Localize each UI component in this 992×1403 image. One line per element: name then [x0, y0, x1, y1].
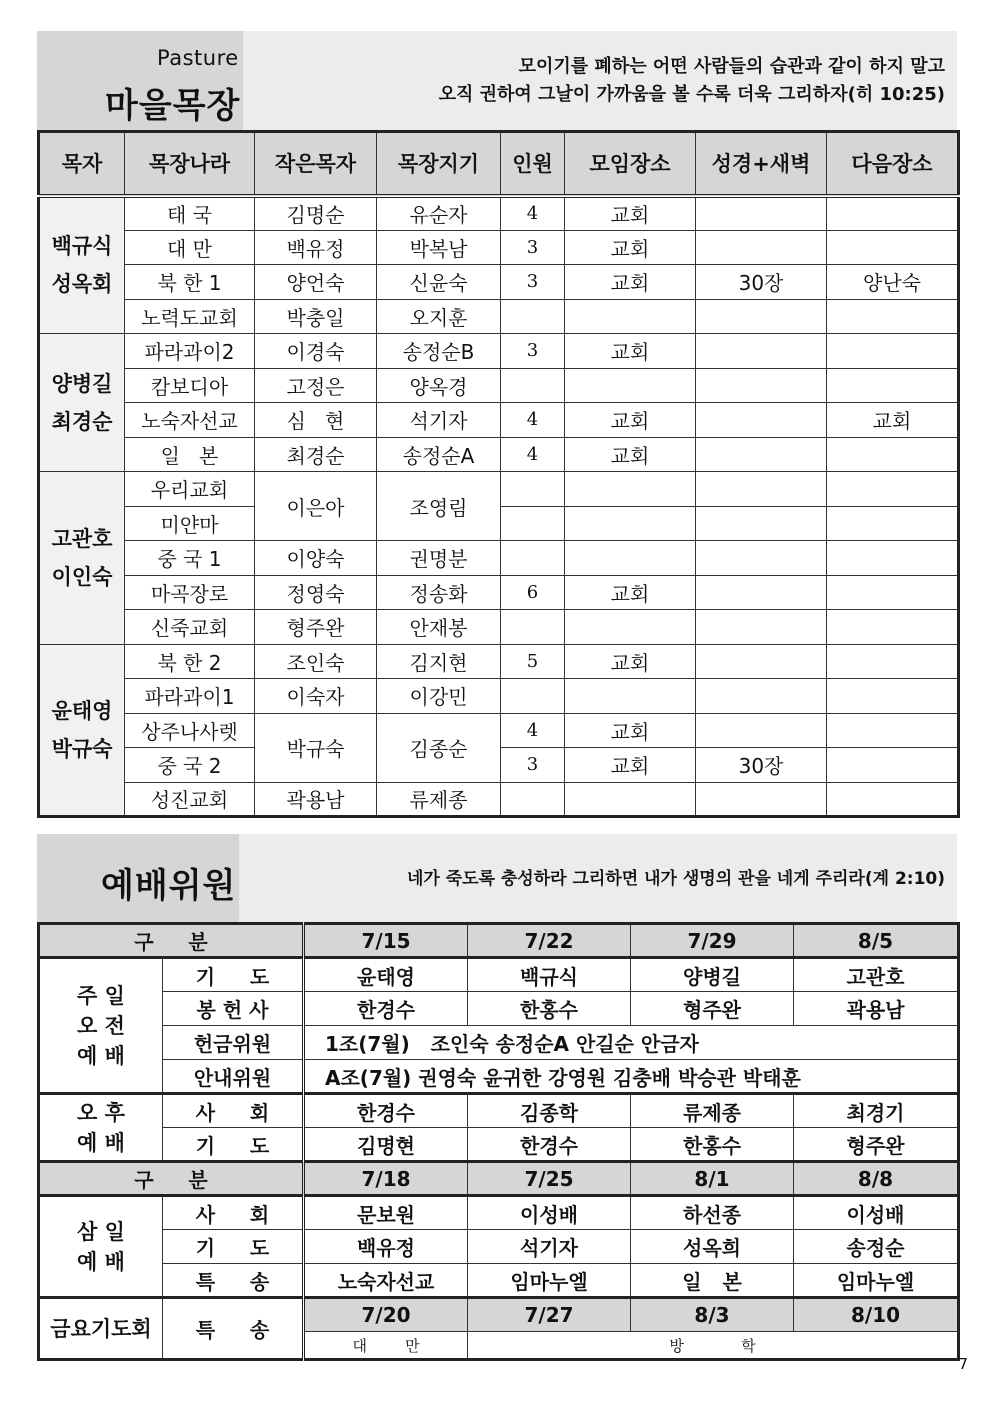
small-shepherd-cell: 곽용남	[255, 782, 377, 817]
table-row	[39, 1196, 959, 1230]
small-shepherd-cell: 이숙자	[255, 679, 377, 714]
keeper-cell: 송정순B	[377, 334, 501, 369]
pasture-verse-line1: 모이기를 폐하는 어떤 사람들의 습관과 같이 하지 말고	[518, 56, 945, 77]
bible-cell	[696, 299, 827, 334]
next-place-cell	[827, 748, 959, 783]
place-cell: 교회	[565, 748, 696, 783]
nation-cell: 노숙자선교	[125, 403, 255, 438]
keeper-cell: 정송화	[377, 575, 501, 610]
row-label: 봉 헌 사	[163, 992, 304, 1026]
pasture-table	[37, 130, 960, 818]
small-shepherd-cell: 최경순	[255, 437, 377, 472]
header-cell: 모임장소	[565, 132, 696, 196]
small-shepherd-cell: 이경숙	[255, 334, 377, 369]
keeper-cell: 유순자	[377, 196, 501, 231]
name-cell: 임마누엘	[468, 1264, 631, 1298]
next-place-cell	[827, 368, 959, 403]
table-row	[39, 472, 959, 507]
header-cell: 작은목자	[255, 132, 377, 196]
name-cell: 이성배	[794, 1196, 959, 1230]
name-cell: 하선종	[631, 1196, 794, 1230]
date-cell: 8/5	[794, 924, 959, 958]
small-shepherd-cell: 양언숙	[255, 265, 377, 300]
next-place-cell	[827, 610, 959, 645]
usher-committee-cell: A조(7월) 권영숙 윤귀한 강영원 김충배 박승관 박태훈	[304, 1060, 959, 1094]
worship-title-tab	[37, 834, 239, 922]
place-cell: 교회	[565, 230, 696, 265]
small-shepherd-cell: 김명순	[255, 196, 377, 231]
date-cell: 7/20	[304, 1298, 468, 1332]
table-row	[39, 1060, 959, 1094]
date-cell: 7/27	[468, 1298, 631, 1332]
name-cell: 문보원	[304, 1196, 468, 1230]
pasture-verse	[439, 53, 945, 109]
table-row	[39, 437, 959, 472]
bible-cell	[696, 472, 827, 507]
table-row	[39, 334, 959, 369]
small-shepherd-cell: 박규숙	[255, 713, 377, 782]
pasture-title-tab	[37, 31, 243, 130]
place-cell: 교회	[565, 403, 696, 438]
table-row	[39, 1230, 959, 1264]
header-cell: 성경+새벽	[696, 132, 827, 196]
shepherd-name: 윤태영 박규숙	[39, 644, 125, 817]
keeper-cell: 양옥경	[377, 368, 501, 403]
date-cell: 7/15	[304, 924, 468, 958]
next-place-cell	[827, 713, 959, 748]
date-cell: 7/29	[631, 924, 794, 958]
bible-cell	[696, 506, 827, 541]
header-cell: 목자	[39, 132, 125, 196]
offering-committee-cell: 1조(7월) 조인숙 송정순A 안길순 안금자	[304, 1026, 959, 1060]
count-cell	[501, 506, 565, 541]
row-label: 특 송	[163, 1264, 304, 1298]
small-shepherd-cell: 고정은	[255, 368, 377, 403]
bible-cell	[696, 575, 827, 610]
keeper-cell: 오지훈	[377, 299, 501, 334]
row-label: 안내위원	[163, 1060, 304, 1094]
name-cell: 한홍수	[468, 992, 631, 1026]
name-cell: 최경기	[794, 1094, 959, 1128]
count-cell: 4	[501, 196, 565, 231]
next-place-cell	[827, 679, 959, 714]
name-cell: 고관호	[794, 958, 959, 992]
bible-cell	[696, 230, 827, 265]
place-cell: 교회	[565, 644, 696, 679]
place-cell: 교회	[565, 334, 696, 369]
small-shepherd-cell: 백유정	[255, 230, 377, 265]
count-cell: 3	[501, 230, 565, 265]
table-row	[39, 265, 959, 300]
name-cell: 김명현	[304, 1128, 468, 1162]
page-number: 7	[958, 1355, 968, 1373]
bible-cell	[696, 403, 827, 438]
count-cell	[501, 782, 565, 817]
next-place-cell	[827, 299, 959, 334]
nation-cell: 일 본	[125, 437, 255, 472]
nation-cell: 상주나사렛	[125, 713, 255, 748]
count-cell: 4	[501, 713, 565, 748]
table-row	[39, 679, 959, 714]
nation-cell: 대 만	[125, 230, 255, 265]
place-cell: 교회	[565, 575, 696, 610]
count-cell: 4	[501, 437, 565, 472]
name-cell: 백규식	[468, 958, 631, 992]
table-row	[39, 575, 959, 610]
date-cell: 8/10	[794, 1298, 959, 1332]
name-cell: 한경수	[468, 1128, 631, 1162]
name-cell: 백유정	[304, 1230, 468, 1264]
next-place-cell	[827, 334, 959, 369]
nation-cell: 마곡장로	[125, 575, 255, 610]
small-shepherd-cell: 심 현	[255, 403, 377, 438]
next-place-cell: 양난숙	[827, 265, 959, 300]
bible-cell	[696, 679, 827, 714]
nation-cell: 중 국 2	[125, 748, 255, 783]
sunday-pm-group-label: 오 후 예 배	[39, 1094, 163, 1162]
table-row	[39, 403, 959, 438]
place-cell	[565, 472, 696, 507]
small-shepherd-cell: 조인숙	[255, 644, 377, 679]
wednesday-date-row	[39, 1162, 959, 1196]
name-cell: 한홍수	[631, 1128, 794, 1162]
count-cell	[501, 679, 565, 714]
date-cell: 7/22	[468, 924, 631, 958]
place-cell	[565, 368, 696, 403]
nation-cell: 북 한 2	[125, 644, 255, 679]
name-cell: 윤태영	[304, 958, 468, 992]
date-cell: 7/18	[304, 1162, 468, 1196]
table-row	[39, 299, 959, 334]
pasture-label: Pasture	[157, 46, 239, 70]
bible-cell	[696, 541, 827, 576]
nation-cell: 파라과이2	[125, 334, 255, 369]
bible-cell	[696, 644, 827, 679]
table-row	[39, 644, 959, 679]
place-cell	[565, 299, 696, 334]
count-cell: 6	[501, 575, 565, 610]
table-row	[39, 713, 959, 748]
nation-cell: 미얀마	[125, 506, 255, 541]
wednesday-group-label: 삼 일 예 배	[39, 1196, 163, 1298]
table-row	[39, 958, 959, 992]
keeper-cell: 류제종	[377, 782, 501, 817]
keeper-cell: 안재봉	[377, 610, 501, 645]
bible-cell	[696, 368, 827, 403]
nation-cell: 성진교회	[125, 782, 255, 817]
row-label: 사 회	[163, 1196, 304, 1230]
row-label: 사 회	[163, 1094, 304, 1128]
worship-verse: 네가 죽도록 충성하라 그리하면 내가 생명의 관을 네게 주리라(계 2:10)	[406, 869, 945, 889]
count-cell	[501, 472, 565, 507]
nation-cell: 파라과이1	[125, 679, 255, 714]
place-cell: 교회	[565, 196, 696, 231]
place-cell	[565, 679, 696, 714]
date-cell: 7/25	[468, 1162, 631, 1196]
table-row	[39, 1264, 959, 1298]
nation-cell: 태 국	[125, 196, 255, 231]
keeper-cell: 신윤숙	[377, 265, 501, 300]
date-cell: 8/8	[794, 1162, 959, 1196]
next-place-cell	[827, 644, 959, 679]
count-cell: 3	[501, 748, 565, 783]
pasture-verse-line2: 오직 권하여 그날이 가까움을 볼 수록 더욱 그리하자(히 10:25)	[438, 84, 945, 105]
header-cell: 인원	[501, 132, 565, 196]
next-place-cell	[827, 472, 959, 507]
gubun-label: 구 분	[39, 924, 304, 958]
nation-cell: 캄보디아	[125, 368, 255, 403]
bible-cell	[696, 782, 827, 817]
bible-cell	[696, 196, 827, 231]
name-cell: 한경수	[304, 1094, 468, 1128]
bible-cell: 30장	[696, 265, 827, 300]
name-cell: 한경수	[304, 992, 468, 1026]
next-place-cell	[827, 575, 959, 610]
sunday-am-group-label: 주 일 오 전 예 배	[39, 958, 163, 1094]
nation-cell: 중 국 1	[125, 541, 255, 576]
small-shepherd-cell: 이양숙	[255, 541, 377, 576]
place-cell	[565, 541, 696, 576]
small-shepherd-cell: 이은아	[255, 472, 377, 541]
count-cell	[501, 299, 565, 334]
table-row	[39, 230, 959, 265]
next-place-cell: 교회	[827, 403, 959, 438]
next-place-cell	[827, 196, 959, 231]
count-cell: 5	[501, 644, 565, 679]
next-place-cell	[827, 782, 959, 817]
pasture-header-row	[39, 132, 959, 196]
bible-cell	[696, 713, 827, 748]
header-cell: 목장나라	[125, 132, 255, 196]
table-row	[39, 782, 959, 817]
shepherd-name: 백규식 성옥회	[39, 196, 125, 334]
shepherd-name: 양병길 최경순	[39, 334, 125, 472]
name-cell: 노숙자선교	[304, 1264, 468, 1298]
row-label: 기 도	[163, 1230, 304, 1264]
place-cell: 교회	[565, 437, 696, 472]
friday-vacation-cell: 방 학	[468, 1332, 959, 1360]
keeper-cell: 송정순A	[377, 437, 501, 472]
row-label: 기 도	[163, 1128, 304, 1162]
row-label: 기 도	[163, 958, 304, 992]
count-cell: 4	[501, 403, 565, 438]
place-cell	[565, 782, 696, 817]
table-row	[39, 1094, 959, 1128]
keeper-cell: 박복남	[377, 230, 501, 265]
keeper-cell: 권명분	[377, 541, 501, 576]
nation-cell: 북 한 1	[125, 265, 255, 300]
nation-cell: 우리교회	[125, 472, 255, 507]
keeper-cell: 석기자	[377, 403, 501, 438]
bible-cell	[696, 610, 827, 645]
sunday-date-row	[39, 924, 959, 958]
small-shepherd-cell: 형주완	[255, 610, 377, 645]
count-cell	[501, 541, 565, 576]
place-cell	[565, 610, 696, 645]
place-cell: 교회	[565, 713, 696, 748]
name-cell: 곽용남	[794, 992, 959, 1026]
row-label: 특 송	[163, 1298, 304, 1360]
count-cell: 3	[501, 265, 565, 300]
next-place-cell	[827, 541, 959, 576]
next-place-cell	[827, 437, 959, 472]
table-row	[39, 1128, 959, 1162]
gubun-label: 구 분	[39, 1162, 304, 1196]
table-row	[39, 1298, 959, 1332]
worship-table	[37, 922, 960, 1361]
name-cell: 형주완	[631, 992, 794, 1026]
place-cell	[565, 506, 696, 541]
pasture-header	[37, 31, 957, 130]
table-row	[39, 610, 959, 645]
name-cell: 송정순	[794, 1230, 959, 1264]
keeper-cell: 이강민	[377, 679, 501, 714]
name-cell: 일 본	[631, 1264, 794, 1298]
place-cell: 교회	[565, 265, 696, 300]
bible-cell	[696, 437, 827, 472]
keeper-cell: 조영림	[377, 472, 501, 541]
date-cell: 8/1	[631, 1162, 794, 1196]
pasture-title: 마을목장	[105, 86, 241, 126]
header-cell: 목장지기	[377, 132, 501, 196]
bible-cell: 30장	[696, 748, 827, 783]
bible-cell	[696, 334, 827, 369]
row-label: 헌금위원	[163, 1026, 304, 1060]
table-row	[39, 368, 959, 403]
shepherd-name: 고관호 이인숙	[39, 472, 125, 645]
worship-header	[37, 834, 957, 922]
table-row	[39, 196, 959, 231]
name-cell: 양병길	[631, 958, 794, 992]
table-row	[39, 1026, 959, 1060]
name-cell: 성옥희	[631, 1230, 794, 1264]
name-cell: 이성배	[468, 1196, 631, 1230]
nation-cell: 노력도교회	[125, 299, 255, 334]
worship-title: 예배위원	[101, 866, 237, 906]
name-cell: 류제종	[631, 1094, 794, 1128]
name-cell: 임마누엘	[794, 1264, 959, 1298]
keeper-cell: 김종순	[377, 713, 501, 782]
date-cell: 8/3	[631, 1298, 794, 1332]
friday-group-label: 금요기도회	[39, 1298, 163, 1360]
next-place-cell	[827, 230, 959, 265]
name-cell: 형주완	[794, 1128, 959, 1162]
count-cell: 3	[501, 334, 565, 369]
nation-cell: 신죽교회	[125, 610, 255, 645]
name-cell: 석기자	[468, 1230, 631, 1264]
table-row	[39, 541, 959, 576]
count-cell	[501, 610, 565, 645]
small-shepherd-cell: 정영숙	[255, 575, 377, 610]
count-cell	[501, 368, 565, 403]
table-row	[39, 992, 959, 1026]
header-cell: 다음장소	[827, 132, 959, 196]
next-place-cell	[827, 506, 959, 541]
friday-special-first: 대 만	[304, 1332, 468, 1360]
name-cell: 김종학	[468, 1094, 631, 1128]
keeper-cell: 김지현	[377, 644, 501, 679]
small-shepherd-cell: 박충일	[255, 299, 377, 334]
